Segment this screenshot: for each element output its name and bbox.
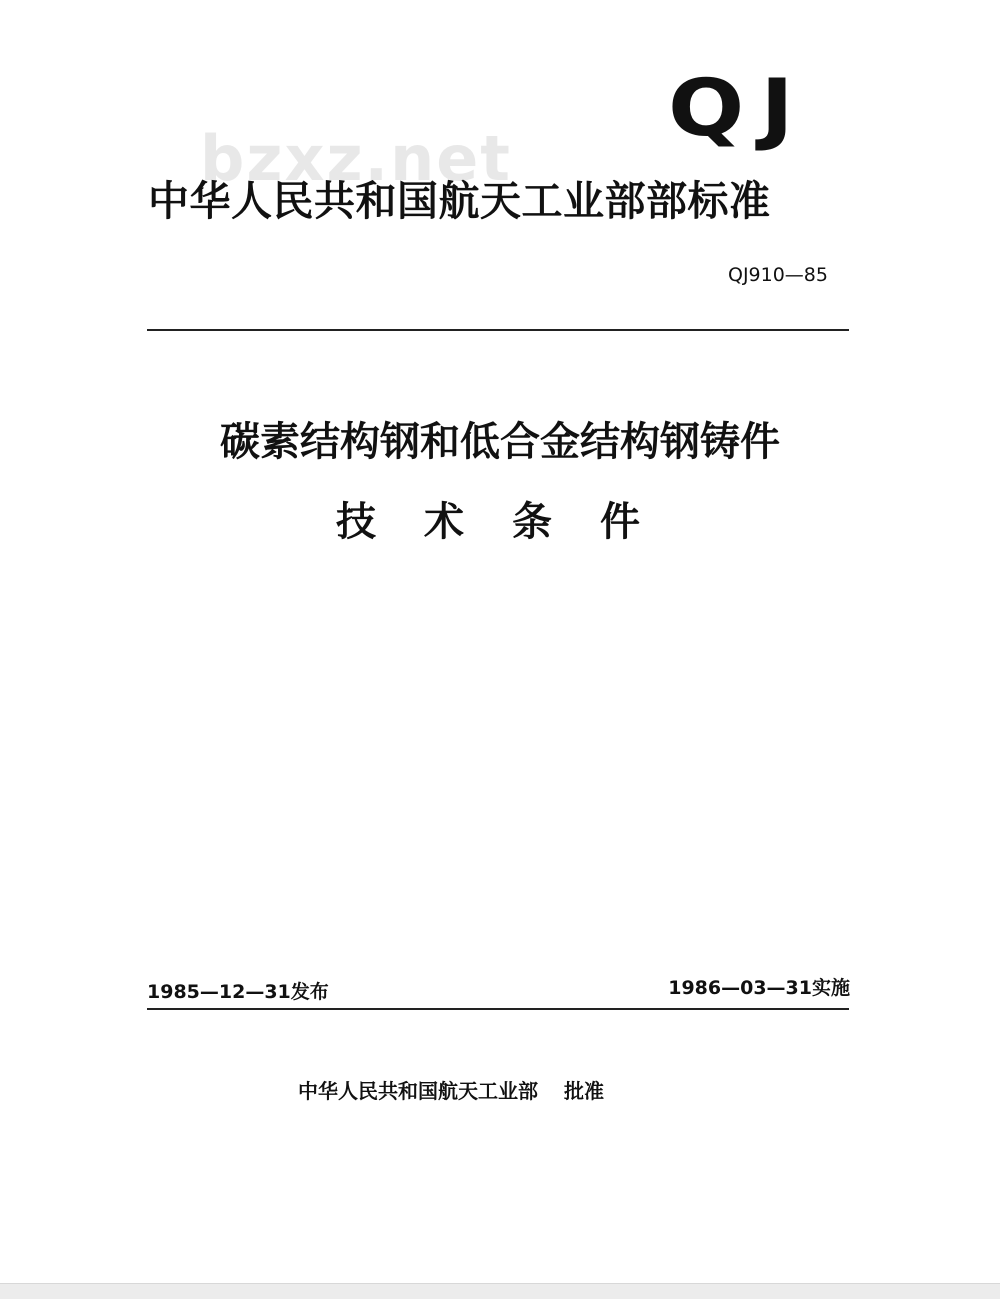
viewer-bottom-strip (0, 1283, 1000, 1299)
approval-verb: 批准 (564, 1079, 604, 1103)
organization-standard-heading: 中华人民共和国航天工业部部标准 (148, 177, 771, 225)
document-title-line1: 碳素结构钢和低合金结构钢铸件 (220, 419, 780, 465)
issue-date: 1985—12—31发布 (147, 981, 329, 1003)
effective-date: 1986—03—31实施 (668, 977, 850, 999)
qj-logo: QJ (668, 64, 810, 154)
approval-authority: 中华人民共和国航天工业部 (298, 1079, 538, 1103)
approval-line (298, 1077, 604, 1105)
bottom-divider (147, 1008, 849, 1010)
watermark: bzxz.net (200, 122, 512, 195)
standard-number: QJ910—85 (727, 264, 828, 286)
document-title-line2: 技术条件 (336, 499, 688, 545)
document-title (0, 416, 1000, 548)
top-divider (147, 329, 849, 331)
